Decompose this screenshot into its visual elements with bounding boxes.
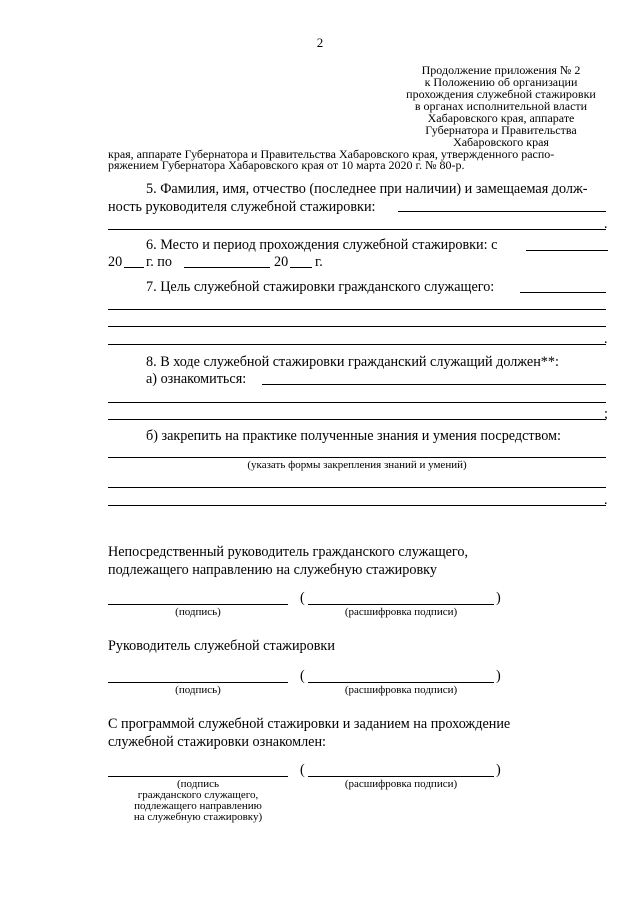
open-paren: (	[300, 668, 305, 684]
item7-fill-line[interactable]	[108, 344, 606, 345]
sig1-title-line1: Непосредственный руководитель гражданского служащего,	[108, 544, 469, 560]
item8a-fill-line[interactable]	[262, 384, 606, 385]
header-line: в органах исполнительной власти	[414, 99, 588, 113]
signature-decode-caption: (расшифровка подписи)	[344, 684, 458, 696]
signature-decode-caption: (расшифровка подписи)	[344, 606, 458, 618]
appendix-header	[388, 64, 614, 148]
item6-line1: 6. Место и период прохождения служебной стажировки: с	[146, 237, 498, 253]
signature-decode-line[interactable]	[308, 604, 494, 605]
signature-caption: (подпись)	[175, 684, 221, 696]
sig3-title-line1: С программой служебной стажировки и заданием на прохождение	[108, 716, 511, 732]
signature-line[interactable]	[108, 604, 288, 605]
header-line: Губернатора и Правительства	[425, 123, 577, 137]
item8b-hint: (указать формы закрепления знаний и умений)	[247, 459, 467, 471]
item8b-period: .	[604, 492, 608, 508]
item8b-fill-line[interactable]	[108, 487, 606, 488]
signature-line[interactable]	[108, 682, 288, 683]
signature-decode-line[interactable]	[308, 776, 494, 777]
caption-line: на служебную стажировку)	[133, 811, 263, 823]
signature-caption: (подпись)	[175, 606, 221, 618]
item8b-fill-line[interactable]	[108, 457, 606, 458]
caption-line: (подпись	[176, 778, 219, 790]
caption-line: подлежащего направлению	[134, 800, 262, 812]
year-fill-line[interactable]	[290, 267, 312, 268]
signature-caption-long	[108, 779, 288, 823]
sig2-title: Руководитель служебной стажировки	[108, 638, 335, 654]
item6-year1: 20	[108, 254, 123, 270]
item8b-label: б) закрепить на практике полученные знания и умения посредством:	[146, 428, 561, 444]
header-line: Хабаровского края, аппарате	[427, 111, 575, 125]
header-line: к Положению об организации	[424, 75, 578, 89]
header-line: Продолжение приложения № 2	[421, 63, 581, 77]
item8a-fill-line[interactable]	[108, 419, 606, 420]
signature-decode-caption: (расшифровка подписи)	[344, 778, 458, 790]
sig3-title-line2: служебной стажировки ознакомлен:	[108, 734, 326, 750]
item8-label: 8. В ходе служебной стажировки гражданский служащий должен**:	[146, 354, 559, 370]
item7-label: 7. Цель служебной стажировки гражданского служащего:	[146, 279, 495, 295]
close-paren: )	[496, 590, 501, 606]
item6-to: г. по	[146, 254, 172, 270]
item5-period: .	[604, 216, 608, 232]
item7-period: .	[604, 331, 608, 347]
cut-text-line: края, аппарате Губернатора и Правительства Хабаровского края, утвержденного распо-	[108, 147, 555, 161]
page-number: 2	[316, 35, 324, 50]
header-line: прохождения служебной стажировки	[406, 87, 596, 101]
cut-text-line: ряжением Губернатора Хабаровского края от 10 марта 2020 г. № 80-р.	[108, 158, 465, 172]
item8a-label: а) ознакомиться:	[146, 371, 247, 387]
item8b-fill-line[interactable]	[108, 505, 606, 506]
signature-line[interactable]	[108, 776, 288, 777]
item5-fill-line[interactable]	[108, 229, 606, 230]
item5-fill-line[interactable]	[398, 211, 606, 212]
item7-fill-line[interactable]	[108, 309, 606, 310]
date-from-fill-line[interactable]	[526, 250, 608, 251]
item6-year2: 20	[274, 254, 289, 270]
item5-line1: 5. Фамилия, имя, отчество (последнее при наличии) и замещаемая долж-	[146, 181, 588, 197]
year-fill-line[interactable]	[124, 267, 144, 268]
close-paren: )	[496, 762, 501, 778]
header-line: Хабаровского края	[453, 135, 549, 149]
sig1-title-line2: подлежащего направлению на служебную стажировку	[108, 562, 437, 578]
item7-fill-line[interactable]	[108, 326, 606, 327]
item8a-fill-line[interactable]	[108, 402, 606, 403]
open-paren: (	[300, 762, 305, 778]
date-to-fill-line[interactable]	[184, 267, 270, 268]
open-paren: (	[300, 590, 305, 606]
signature-decode-line[interactable]	[308, 682, 494, 683]
item5-line2: ность руководителя служебной стажировки:	[108, 199, 376, 215]
item8a-semicolon: ;	[604, 406, 608, 422]
item7-fill-line[interactable]	[520, 292, 606, 293]
close-paren: )	[496, 668, 501, 684]
caption-line: гражданского служащего,	[137, 789, 259, 801]
item6-g: г.	[315, 254, 323, 270]
